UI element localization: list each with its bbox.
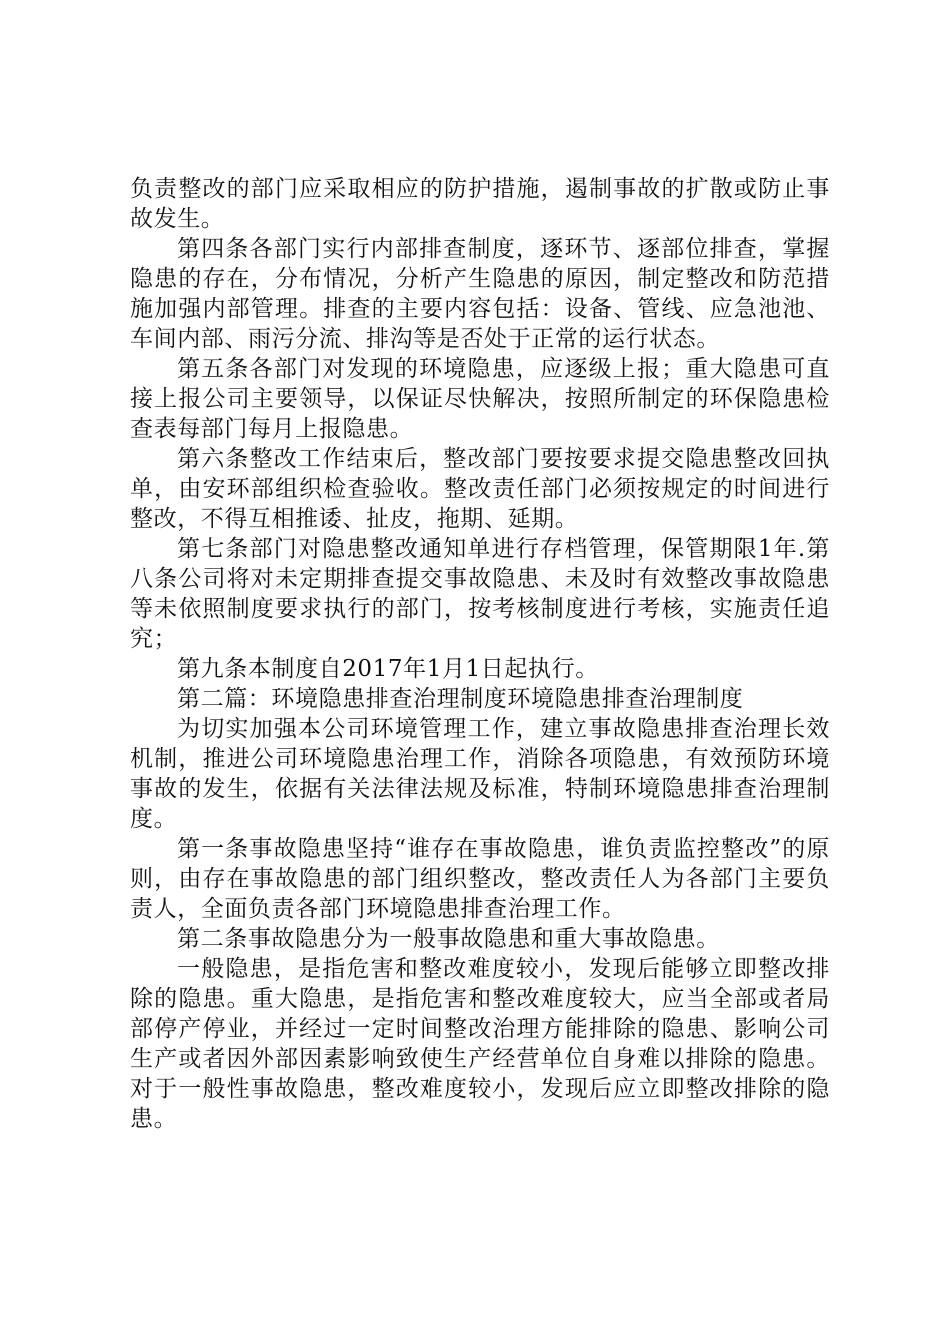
section-heading: 第二篇：环境隐患排查治理制度环境隐患排查治理制度 [177,686,744,712]
paragraph: 第四条各部门实行内部排查制度，逐环节、逐部位排查，掌握隐患的存在，分布情况，分析产生隐患的原因，制定整改和防范措施加强内部管理。排查的主要内容包括：设备、管线、应急池池、车间内部、雨污分流、排沟等是否处于正常的运行状态。 [130,236,830,352]
paragraph: 一般隐患，是指危害和整改难度较小，发现后能够立即整改排除的隐患。重大隐患，是指危害和整改难度较大，应当全部或者局部停产停业，并经过一定时间整改治理方能排除的隐患、影响公司生产或者因外部因素影响致使生产经营单位自身难以排除的隐患。对于一般性事故隐患，整改难度较小，发现后应立即整改排除的隐患。 [130,956,830,1132]
paragraph: 第九条本制度自2017年1月1日起执行。 [177,656,599,682]
document-body [130,174,830,1134]
paragraph: 第五条各部门对发现的环境隐患，应逐级上报；重大隐患可直接上报公司主要领导，以保证尽快解决，按照所制定的环保隐患检查表每部门每月上报隐患。 [130,356,830,442]
paragraph: 为切实加强本公司环境管理工作，建立事故隐患排查治理长效机制，推进公司环境隐患治理工作，消除各项隐患，有效预防环境事故的发生，依据有关法律法规及标准，特制环境隐患排查治理制度。 [130,716,830,832]
paragraph: 第二条事故隐患分为一般事故隐患和重大事故隐患。 [177,926,720,952]
paragraph: 第七条部门对隐患整改通知单进行存档管理，保管期限1年.第八条公司将对未定期排查提交事故隐患、未及时有效整改事故隐患等未依照制度要求执行的部门，按考核制度进行考核，实施责任追究； [130,536,830,652]
paragraph: 第六条整改工作结束后，整改部门要按要求提交隐患整改回执单，由安环部组织检查验收。整改责任部门必须按规定的时间进行整改，不得互相推诿、扯皮，拖期、延期。 [130,446,830,532]
paragraph: 负责整改的部门应采取相应的防护措施，遏制事故的扩散或防止事故发生。 [130,176,830,232]
paragraph: 第一条事故隐患坚持“谁存在事故隐患，谁负责监控整改”的原则，由存在事故隐患的部门组织整改，整改责任人为各部门主要负责人，全面负责各部门环境隐患排查治理工作。 [130,836,830,922]
